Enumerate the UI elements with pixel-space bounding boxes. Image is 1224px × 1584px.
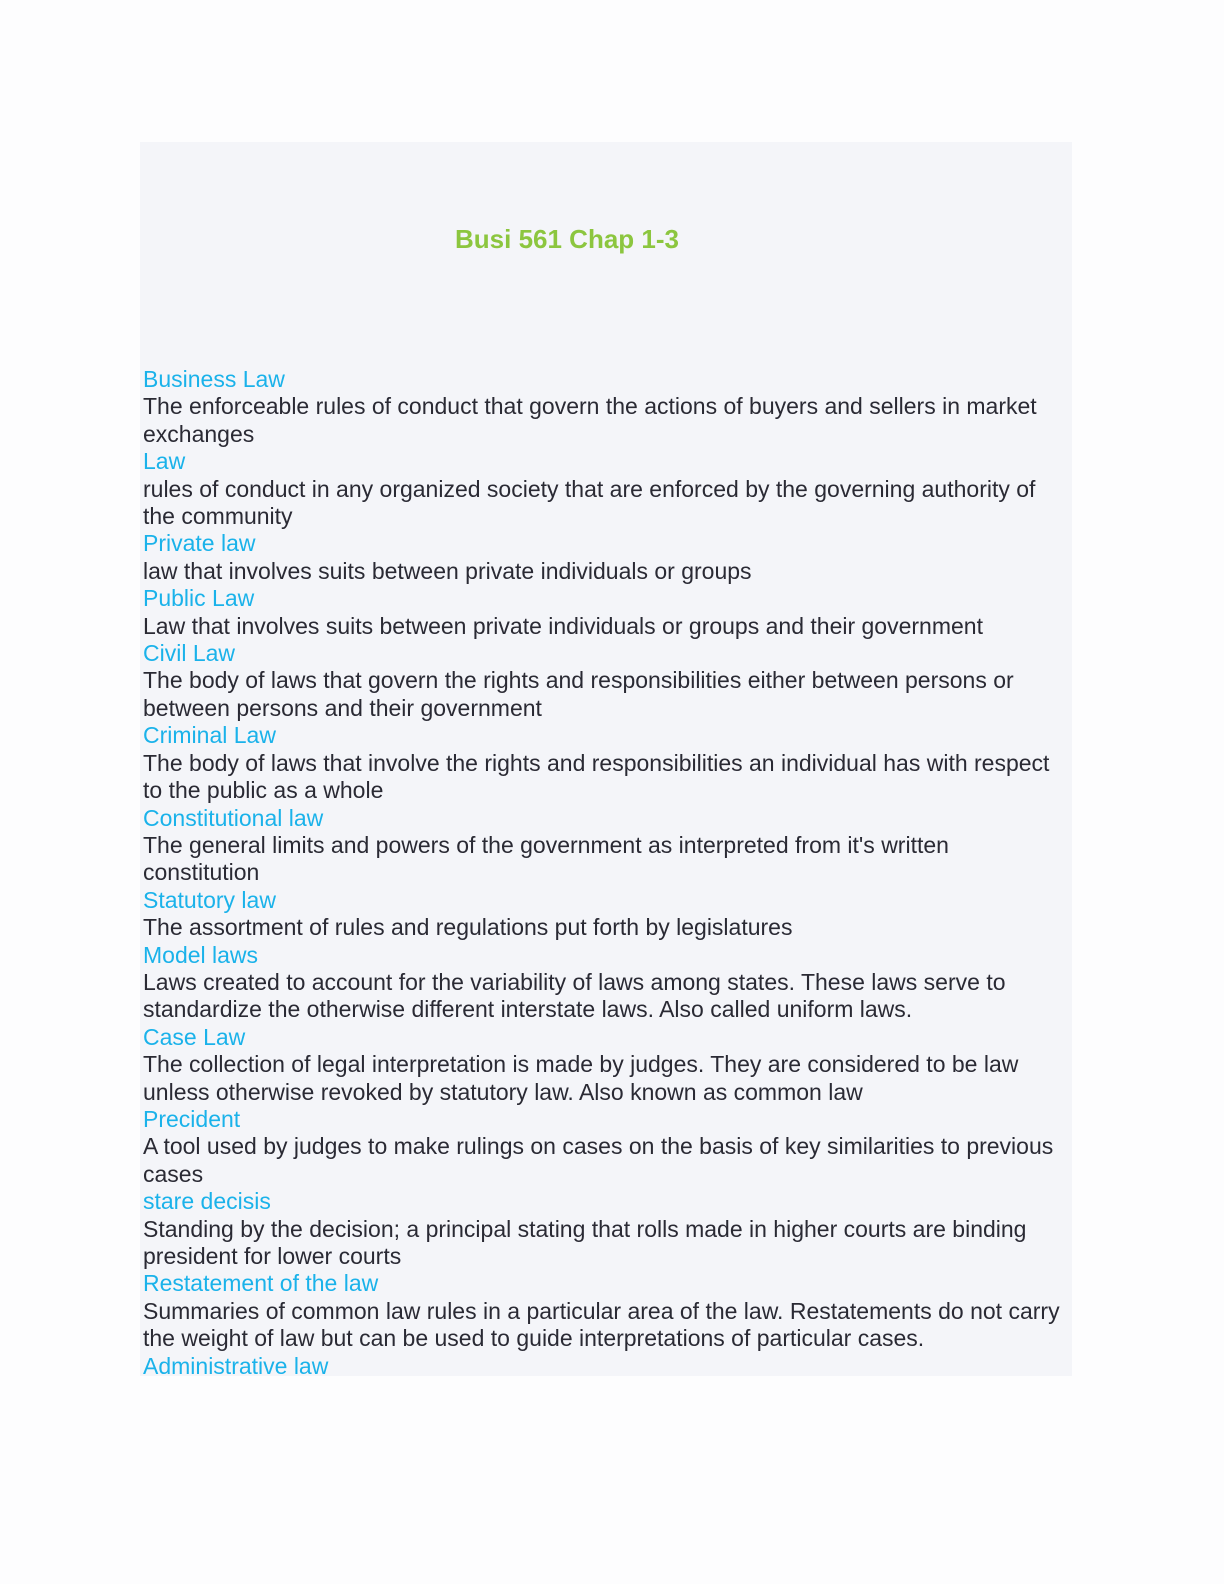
glossary-definition: The general limits and powers of the government as interpreted from it's written constitution [143,831,949,886]
glossary-term: Business Law [143,366,285,392]
glossary-definition: Law that involves suits between private individuals or groups and their government [143,612,983,639]
glossary-term: Precident [143,1105,241,1132]
glossary-definition: rules of conduct in any organized society that are enforced by the governing authority of the community [143,475,1036,530]
glossary-term: Constitutional law [143,804,324,831]
glossary-definition: The collection of legal interpretation is made by judges. They are considered to be law unless otherwise revoked by statutory law. Also known as common law [143,1051,1019,1105]
glossary-term: Criminal Law [143,722,276,749]
glossary-definition: Summaries of common law rules in a particular area of the law. Restatements do not carry the weight of law but can be used to guide interpretations of particular cases. [143,1297,1060,1352]
glossary-term: Public Law [143,585,255,612]
glossary-list [143,366,1068,1376]
glossary-term: Case Law [143,1023,246,1050]
glossary-term: Law [143,448,186,475]
glossary-term: stare decisis [143,1188,271,1215]
glossary-definition: The body of laws that involve the rights and responsibilities an individual has with respect to the public as a whole [143,749,1050,804]
glossary-term: Civil Law [143,640,236,667]
glossary-term: Model laws [143,941,259,968]
glossary-definition: A tool used by judges to make rulings on cases on the basis of key similarities to previous cases [143,1133,1054,1187]
document-title: Busi 561 Chap 1-3 [455,224,679,254]
glossary-definition: Laws created to account for the variability of laws among states. These laws serve to standardize the otherwise different interstate laws. Also called uniform laws. [143,968,1006,1023]
glossary-definition: Standing by the decision; a principal stating that rolls made in higher courts are binding president for lower courts [143,1215,1027,1269]
glossary-term: Statutory law [143,886,276,913]
glossary-definition: The assortment of rules and regulations put forth by legislatures [143,914,793,941]
glossary-definition: The body of laws that govern the rights and responsibilities either between persons or between persons and their government [143,667,1014,721]
glossary-definition: The enforceable rules of conduct that govern the actions of buyers and sellers in market exchanges [143,393,1037,447]
document-panel [140,142,1072,1376]
glossary-term: Private law [143,530,256,557]
glossary-term: Restatement of the law [143,1270,379,1297]
glossary-term: Administrative law [143,1352,329,1376]
glossary-definition: law that involves suits between private individuals or groups [143,557,752,584]
